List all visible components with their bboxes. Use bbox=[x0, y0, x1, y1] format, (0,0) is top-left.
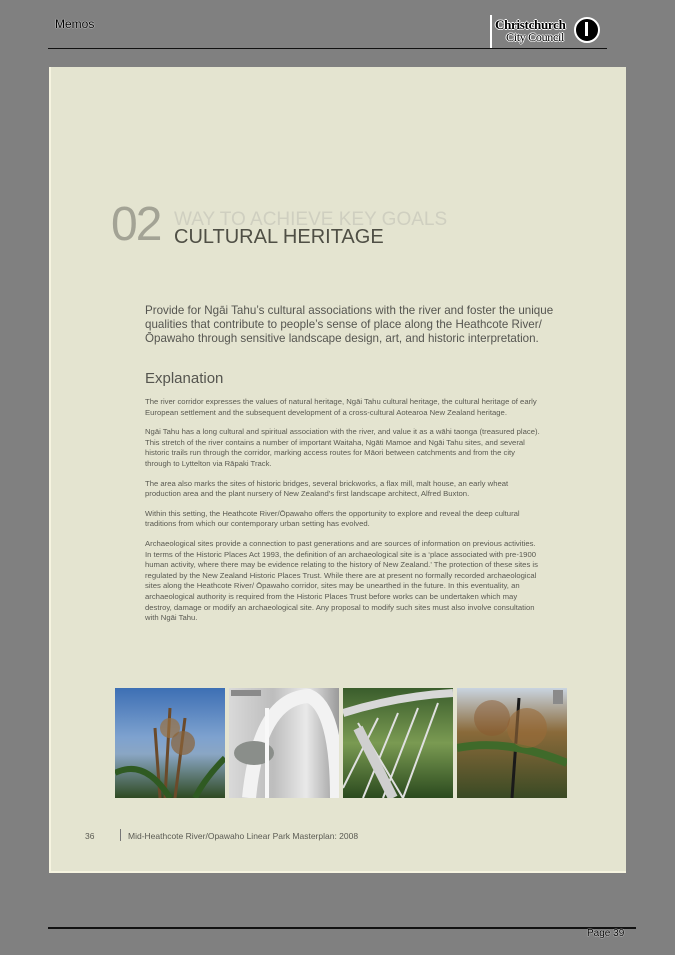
explanation-body bbox=[145, 397, 540, 633]
folio-divider bbox=[120, 829, 121, 841]
photo-sculpture bbox=[229, 688, 339, 798]
council-logo bbox=[490, 15, 600, 49]
section-title: CULTURAL HERITAGE bbox=[174, 226, 384, 248]
logo-divider bbox=[490, 15, 492, 49]
printed-page-number: 36 bbox=[85, 831, 95, 841]
section-number: 02 bbox=[111, 198, 161, 251]
paragraph: Within this setting, the Heathcote River/Ōpawaho offers the opportunity to explore and reveal the deep cultural traditions from which our contemporary urban setting has evolved. bbox=[145, 508, 520, 529]
paragraph: The river corridor expresses the values of natural heritage, Ngāi Tahu cultural heritage, the cultural heritage of early European settlement and the subsequent development of a cross-cultural Aotearoa New Zealand heritage. bbox=[145, 397, 537, 417]
photo-flax-trees bbox=[457, 688, 567, 798]
explanation-heading: Explanation bbox=[145, 370, 224, 387]
photo-flax-sky bbox=[115, 688, 225, 798]
photo-strip bbox=[115, 688, 566, 798]
scanned-document-page bbox=[49, 67, 626, 873]
logo-line1: Christchurch bbox=[495, 17, 566, 32]
paragraph: The area also marks the sites of historic bridges, several brickworks, a flax mill, malt house, an early wheat production area and the plant nursery of New Zealand’s first landscape architect, Alfred Buxton. bbox=[145, 478, 509, 499]
footer-page-label: Page 39 bbox=[587, 928, 625, 939]
header-rule bbox=[48, 48, 607, 49]
paragraph: Archaeological sites provide a connection to past generations and are sources of information on previous activities. In terms of the Historic Places Act 1993, the definition of an archaeological site is a ‘place associated with pre-1900 human activity, where there may be evidence relating to the history of New Zealand.’ The protection of these sites is regulated by the New Zealand Historic Places Trust. While there are at present no formally recorded archaeological sites along the Heathcote River/ Ōpawaho corridor, sites may be unearthed in the future. In this eventuality, an archaeological authority is required from the Historic Places Trust before works can be undertaken which may destroy, damage or modify an archaeological site. Any proposal to modify such sites must also involve consultation with Ngāi Tahu. bbox=[145, 538, 538, 623]
flax-image-icon bbox=[115, 688, 225, 798]
sculpture-image-icon bbox=[229, 688, 339, 798]
publication-title: Mid-Heathcote River/Opawaho Linear Park Masterplan: 2008 bbox=[128, 831, 359, 841]
logo-line2: City Council bbox=[506, 30, 565, 44]
header-title: Memos bbox=[55, 17, 95, 31]
flax-trees-image-icon bbox=[457, 688, 567, 798]
photo-bridge-railing bbox=[343, 688, 453, 798]
cathedral-emblem-icon bbox=[574, 17, 600, 43]
lead-statement: Provide for Ngāi Tahu’s cultural associations with the river and foster the unique qualities that contribute to people’s sense of place along the Heathcote River/Ōpawaho through sensitive landscape design, art, and historic interpretation. bbox=[145, 304, 554, 345]
railing-image-icon bbox=[343, 688, 453, 798]
paragraph: Ngāi Tahu has a long cultural and spiritual association with the river, and value it as a wāhi taonga (treasured place). This stretch of the river contains a number of important Waitaha, Ngāti Mamoe and Ngāi Tahu sites, and several historic trails run through the corridor, marking access routes for Māori between catchments and from the city through to Lyttelton via Rāpaki Track. bbox=[145, 427, 540, 468]
section-kicker: WAY TO ACHIEVE KEY GOALS bbox=[174, 209, 448, 230]
footer-rule bbox=[48, 927, 636, 929]
